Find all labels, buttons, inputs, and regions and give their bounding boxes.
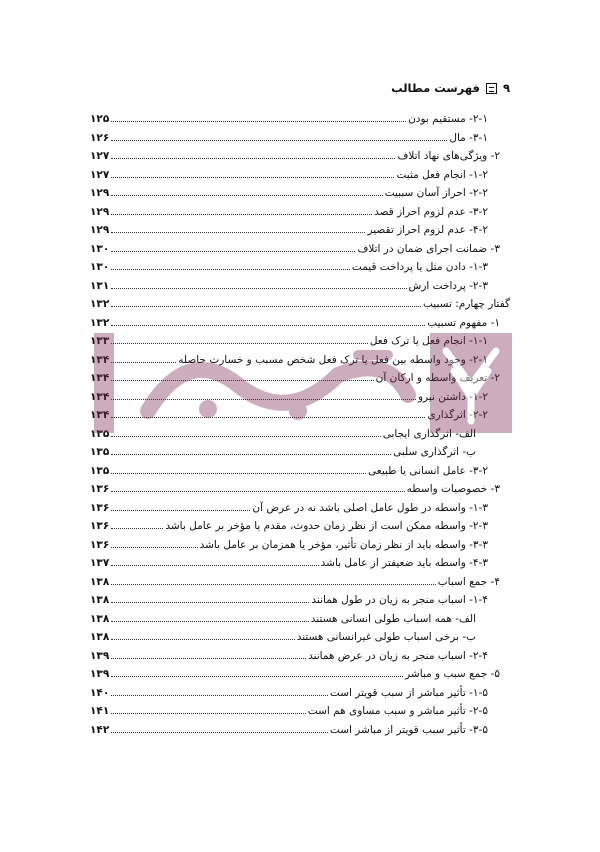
dot-leader: [111, 667, 403, 677]
dot-leader: [111, 149, 395, 159]
toc-entry-title: ۲- ویژگی‌های نهاد اتلاف: [397, 150, 500, 162]
toc-entry: [90, 369, 510, 388]
toc-entry-page: ۱۳۵: [90, 464, 110, 477]
toc-entry-title: ۳- ضمانت اجرای ضمان در اتلاف: [357, 242, 500, 255]
toc-entry-page: ۱۳۸: [90, 594, 110, 606]
toc-entry-title: ۴-۳- واسطه باید ضعیفتر از عامل باشد: [320, 557, 488, 569]
toc-entry-page: ۱۳۶: [90, 520, 110, 532]
toc-entry-page: ۱۳۴: [90, 390, 110, 403]
toc-entry: [90, 480, 510, 499]
toc-entry-title: ۱-۲- انجام فعل مثبت: [396, 168, 488, 181]
toc-entry-title: ۱-۲- داشتن نیرو: [417, 390, 488, 403]
dot-leader: [111, 242, 355, 252]
toc-entry-title: ۲-۴- اسباب منجر به زیان در عرض همانند: [308, 649, 488, 662]
toc-entry-title: ۲-۵- تأثیر مباشر و سبب مساوی هم است: [307, 705, 488, 717]
dot-leader: [111, 131, 447, 141]
toc-entry-page: ۱۲۶: [90, 131, 110, 144]
toc-entry-page: ۱۳۲: [90, 316, 110, 329]
toc-entry-title: ۴- جمع اسباب: [437, 575, 500, 588]
toc-entry-title: ۲-۳- واسطه ممکن است از نظر زمان حدوث، مقدم یا مؤخر بر عامل باشد: [165, 520, 488, 532]
toc-entry: [90, 517, 510, 536]
toc-entry-title: ۳-۲- عامل انسانی یا طبیعی: [368, 464, 488, 477]
toc-entry-page: ۱۳۸: [90, 575, 110, 588]
toc-entry-page: ۱۳۶: [90, 483, 110, 495]
toc-entry-title: ۳-۲- عدم لزوم احراز قصد: [374, 205, 488, 218]
toc-entry: [90, 610, 510, 629]
toc-entry-page: ۱۳۳: [90, 335, 110, 347]
toc-entry-title: ۴-۲- عدم لزوم احراز تقصیر: [367, 224, 488, 236]
toc-entry-page: ۱۳۴: [90, 409, 110, 421]
toc-entry-page: ۱۲۷: [90, 150, 110, 162]
toc-entry: [90, 721, 510, 740]
dot-leader: [111, 223, 365, 233]
dot-leader: [111, 501, 250, 511]
toc-entry-page: ۱۳۴: [90, 372, 110, 384]
toc-entry: [90, 628, 510, 647]
dot-leader: [111, 630, 294, 640]
toc-entry-title: ۲-۱- وجود واسطه بین فعل یا ترک فعل شخص مسبب و خسارت حاصله: [178, 353, 488, 366]
toc-entry: [90, 147, 510, 166]
dot-leader: [111, 482, 404, 492]
dot-leader: [111, 464, 366, 474]
toc-entry: [90, 702, 510, 721]
toc-entry-page: ۱۴۲: [90, 723, 110, 736]
dot-leader: [111, 279, 406, 289]
toc-entry: [90, 554, 510, 573]
header-title: فهرست مطالب: [391, 81, 480, 95]
toc-entry: [90, 110, 510, 129]
dot-leader: [111, 334, 368, 344]
toc-entry-title: الف- اثرگذاری ایجابی: [382, 427, 476, 440]
dot-leader: [111, 390, 416, 400]
toc-entry-page: ۱۳۹: [90, 668, 110, 680]
toc-entry: [90, 277, 510, 296]
book-icon: [486, 83, 497, 94]
toc-entry-page: ۱۲۹: [90, 187, 110, 199]
toc-entry-title: ب- برخی اسباب طولی غیرانسانی هستند: [296, 631, 476, 643]
toc-entry: [90, 647, 510, 666]
toc-entry-page: ۱۳۸: [90, 612, 110, 625]
dot-leader: [111, 445, 391, 455]
toc-entry-title: ۱-۴- اسباب منجر به زیان در طول همانند: [311, 594, 488, 606]
toc-entry: [90, 443, 510, 462]
dot-leader: [111, 723, 328, 733]
toc-entry: [90, 351, 510, 370]
dot-leader: [111, 112, 406, 122]
toc-entry-title: الف- همه اسباب طولی انسانی هستند: [310, 612, 476, 625]
dot-leader: [111, 556, 318, 566]
toc-entry: [90, 406, 510, 425]
toc-entry-title: ۲-۱- مستقیم بودن: [408, 113, 488, 125]
toc-entry-title: ۱-۳- دادن مثل یا پرداخت قیمت: [351, 261, 488, 273]
toc-entry-title: ۱-۳- واسطه در طول عامل اصلی باشد نه در عرض آن: [252, 501, 488, 514]
toc-entry-page: ۱۳۴: [90, 353, 110, 366]
running-header: [90, 78, 510, 98]
dot-leader: [111, 205, 372, 215]
dot-leader: [111, 649, 306, 659]
toc-entry-title: ۱-۱- انجام فعل یا ترک فعل: [369, 335, 488, 347]
toc-entry: [90, 536, 510, 555]
toc-entry-page: ۱۳۶: [90, 538, 110, 551]
toc-entry-page: ۱۲۹: [90, 224, 110, 236]
dot-leader: [111, 704, 306, 714]
dot-leader: [111, 353, 176, 363]
toc-entry: [90, 462, 510, 481]
toc-entry: [90, 240, 510, 259]
toc-entry-title: ۲-۲- احراز آسان سببیت: [384, 187, 488, 199]
dot-leader: [111, 168, 394, 178]
toc-entry-page: ۱۳۲: [90, 298, 110, 310]
toc-entry: [90, 221, 510, 240]
toc-entry: [90, 573, 510, 592]
toc-entry-title: ۲- تعریف واسطه و ارکان آن: [375, 372, 500, 384]
dot-leader: [111, 260, 350, 270]
toc-entry-page: ۱۳۱: [90, 279, 110, 292]
toc-entry-title: ۱-۵- تأثیر مباشر از سبب قویتر است: [329, 686, 488, 699]
toc-entry: [90, 203, 510, 222]
dot-leader: [111, 519, 163, 529]
toc-entry-page: ۱۴۱: [90, 705, 110, 717]
toc-entry: [90, 425, 510, 444]
toc-entry-title: ۲-۲- اثرگذاری: [427, 409, 488, 421]
toc-entry-page: ۱۳۶: [90, 501, 110, 514]
dot-leader: [111, 612, 309, 622]
table-of-contents: [90, 110, 510, 739]
toc-entry-page: ۱۴۰: [90, 686, 110, 699]
toc-entry-page: ۱۲۵: [90, 113, 110, 125]
toc-entry: [90, 184, 510, 203]
toc-entry-title: ۳- خصوصیات واسطه: [406, 483, 500, 495]
toc-entry: [90, 258, 510, 277]
toc-entry-page: ۱۳۰: [90, 261, 110, 273]
toc-entry-title: گفتار چهارم: تسبیب: [423, 298, 510, 310]
toc-entry: [90, 129, 510, 148]
toc-entry: [90, 665, 510, 684]
dot-leader: [111, 371, 373, 381]
toc-entry: [90, 314, 510, 333]
page-number: ۹: [502, 81, 510, 95]
toc-entry: [90, 684, 510, 703]
dot-leader: [111, 538, 197, 548]
toc-entry: [90, 295, 510, 314]
toc-entry-title: ۲-۳- پرداخت ارش: [408, 279, 488, 292]
toc-entry: [90, 388, 510, 407]
dot-leader: [111, 593, 309, 603]
toc-entry-title: ۱- مفهوم تسبیب: [427, 316, 500, 329]
toc-entry-page: ۱۳۰: [90, 242, 110, 255]
toc-entry: [90, 499, 510, 518]
toc-entry-page: ۱۲۹: [90, 205, 110, 218]
toc-entry-title: ۳-۱- مال: [449, 131, 488, 144]
toc-entry: [90, 591, 510, 610]
dot-leader: [111, 575, 436, 585]
toc-entry-page: ۱۳۵: [90, 446, 110, 458]
dot-leader: [111, 686, 328, 696]
dot-leader: [111, 408, 425, 418]
dot-leader: [111, 316, 425, 326]
toc-entry-page: ۱۳۹: [90, 649, 110, 662]
toc-entry-title: ۵- جمع سبب و مباشر: [405, 668, 500, 680]
toc-entry-title: ب- اثرگذاری سلبی: [393, 446, 476, 458]
toc-entry: [90, 332, 510, 351]
toc-entry: [90, 166, 510, 185]
toc-entry-title: ۳-۳- واسطه باید از نظر زمان تأثیر، مؤخر یا همزمان بر عامل باشد: [199, 538, 488, 551]
toc-entry-page: ۱۲۷: [90, 168, 110, 181]
dot-leader: [111, 186, 382, 196]
dot-leader: [111, 297, 421, 307]
toc-entry-page: ۱۳۵: [90, 427, 110, 440]
toc-entry-title: ۳-۵- تأثیر سبب قویتر از مباشر است: [329, 723, 488, 736]
toc-entry-page: ۱۳۸: [90, 631, 110, 643]
dot-leader: [111, 427, 380, 437]
toc-entry-page: ۱۳۷: [90, 557, 110, 569]
